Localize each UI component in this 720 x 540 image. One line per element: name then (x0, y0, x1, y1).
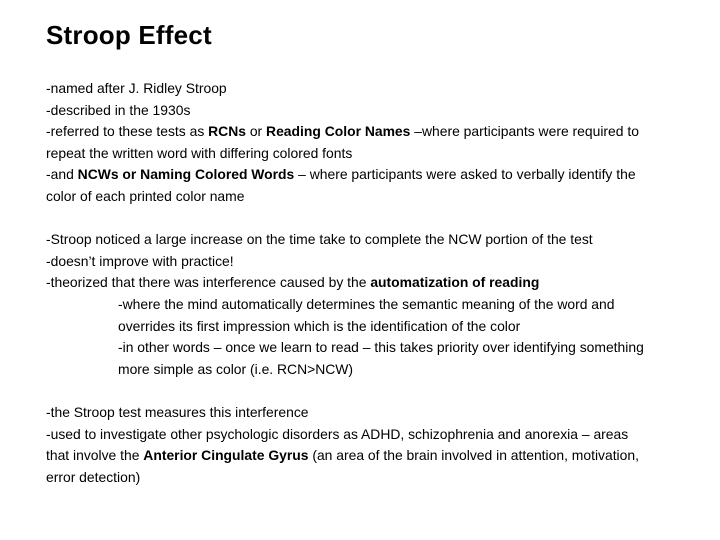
rcn-line-post: –where participants were required to repeat the written word with differing colored fonts (46, 123, 639, 161)
ncw-line-post: – where participants were asked to verbally identify the color of each printed color name (46, 166, 636, 204)
rcn-line (46, 121, 646, 164)
slide-body (46, 78, 646, 488)
measures-line: -the Stroop test measures this interference (46, 403, 309, 420)
semantic-meaning-subpoint: -where the mind automatically determines the semantic meaning of the word and overrides its first impression which is the identification of the color (118, 295, 615, 334)
disorders-line-pre: -used to investigate other psychologic disorders as ADHD, schizophrenia and anorexia – areas that involve the (46, 425, 629, 464)
rcn-line-mid: or (245, 123, 267, 140)
automatization-term: automatization of reading (370, 274, 540, 291)
described-line: -described in the 1930s (46, 101, 191, 118)
disorders-line-post: (an area of the brain involved in attention, motivation, error detection) (46, 447, 639, 485)
paragraph-gap (46, 208, 646, 230)
rcn-full-term: Reading Color Names (266, 123, 411, 140)
named-after-line: -named after J. Ridley Stroop (46, 80, 227, 96)
acg-term: Anterior Cingulate Gyrus (143, 447, 309, 464)
theorized-line-pre: -theorized that there was interference caused by the (46, 274, 371, 291)
slide-title: Stroop Effect (46, 20, 212, 50)
ncw-line-pre: -and (46, 166, 78, 183)
ncw-increase-line: -Stroop noticed a large increase on the time take to complete the NCW portion of the test (46, 231, 593, 248)
practice-line: -doesn’t improve with practice! (46, 252, 234, 269)
paragraph-gap (46, 380, 646, 402)
ncw-line (46, 164, 646, 207)
disorders-line (46, 424, 646, 489)
in-other-words-subpoint: -in other words – once we learn to read – this takes priority over identifying something more simple as color (i.e. RCN>NCW) (118, 339, 644, 377)
rcn-term: RCNs (208, 123, 246, 140)
ncw-full-term: NCWs or Naming Colored Words (77, 166, 295, 183)
theorized-line (46, 272, 646, 294)
rcn-line-pre: -referred to these tests as (46, 123, 209, 140)
